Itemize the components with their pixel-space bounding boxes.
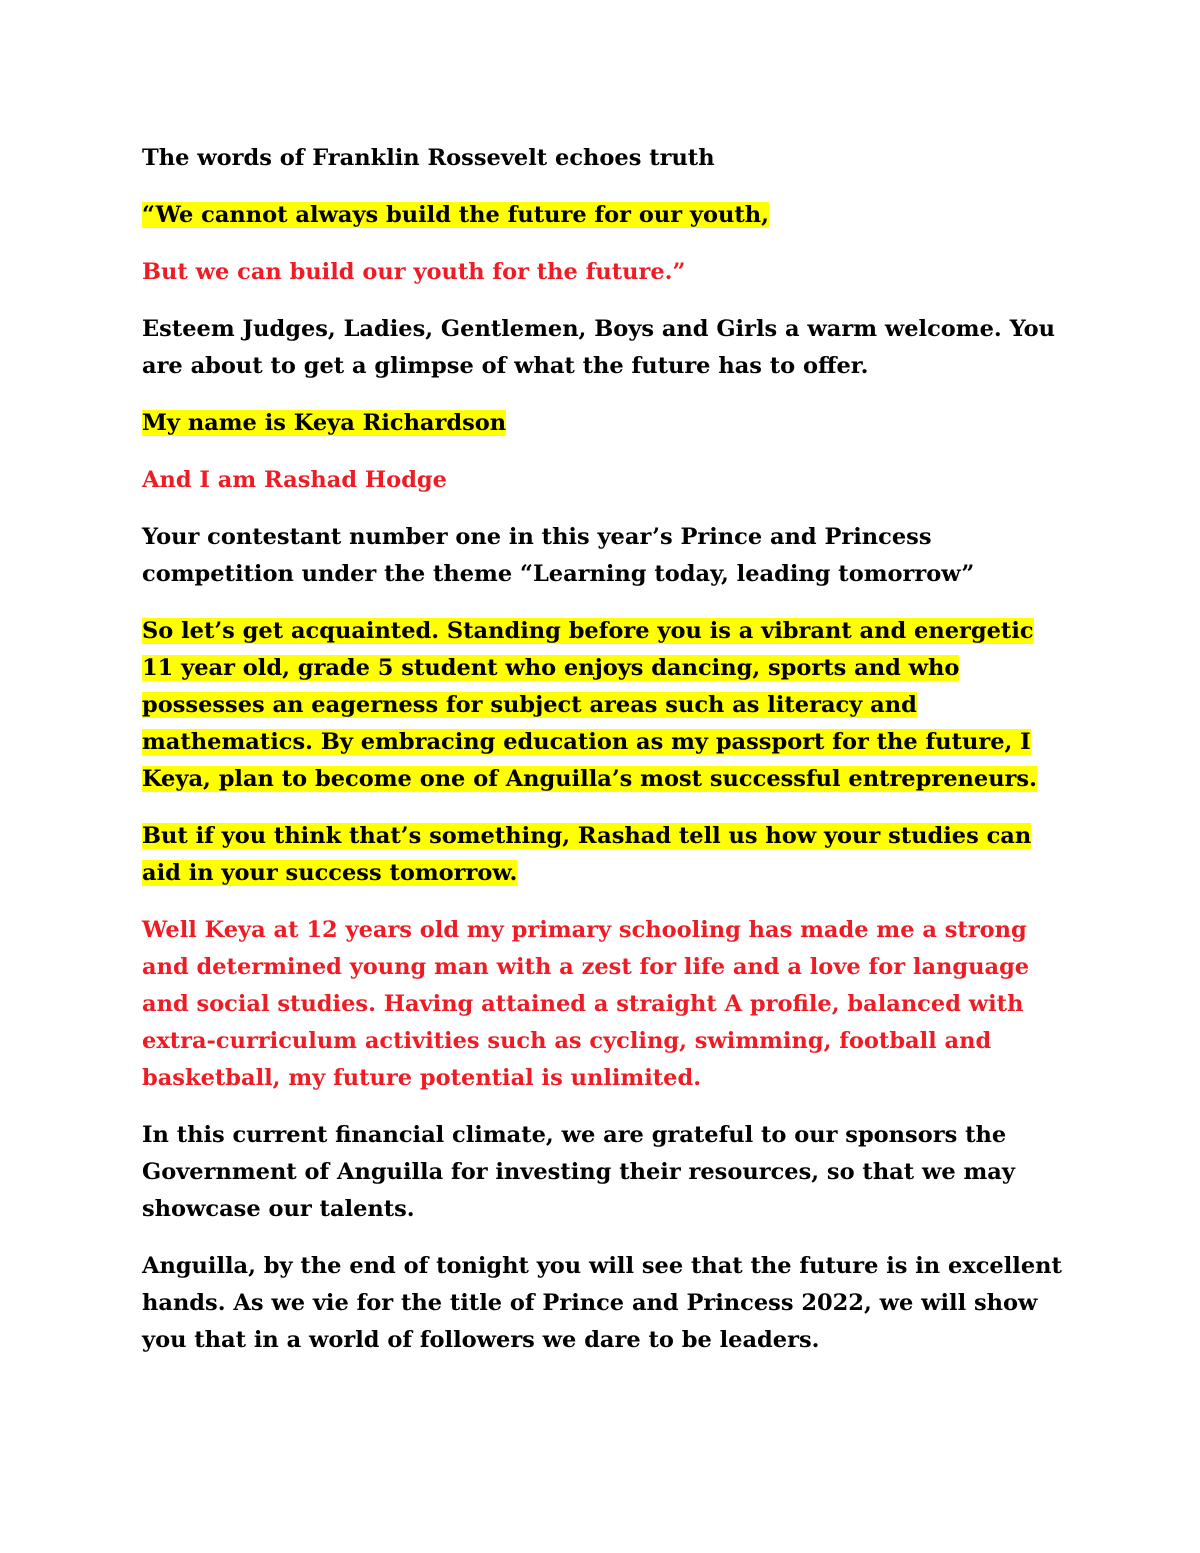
keya-paragraph xyxy=(142,613,1072,798)
contestant-paragraph xyxy=(142,519,1072,593)
highlighted-text: So let’s get acquainted. Standing before you is a vibrant and energetic 11 year old, grade 5 student who enjoys dancing, sports and who possesses an eagerness for subject areas such as literacy and mathematics. By embracing education as my passport for the future, I Keya, plan to become one of Anguilla’s most successful entrepreneurs. xyxy=(142,618,1037,792)
rashad-paragraph xyxy=(142,912,1072,1097)
highlighted-text: “We cannot always build the future for our youth, xyxy=(142,202,769,228)
paragraph-text: Your contestant number one in this year’s Prince and Princess competition under the theme “Learning today, leading tomorrow” xyxy=(142,524,975,587)
document-body xyxy=(142,140,1072,1379)
welcome-paragraph xyxy=(142,311,1072,385)
red-text: Well Keya at 12 years old my primary schooling has made me a strong and determined young man with a zest for life and a love for language and social studies. Having attained a straight A profile, balanced with extra-curriculum activities such as cycling, swimming, football and basketball, my future potential is unlimited. xyxy=(142,917,1030,1091)
paragraph-text: Anguilla, by the end of tonight you will see that the future is in excellent hands. As we vie for the title of Prince and Princess 2022, we will show you that in a world of followers we dare to be leaders. xyxy=(142,1253,1062,1353)
sponsors-paragraph xyxy=(142,1117,1072,1228)
closing-paragraph xyxy=(142,1248,1072,1359)
keya-question-paragraph xyxy=(142,818,1072,892)
keya-intro-line xyxy=(142,405,1072,442)
quote-line-2 xyxy=(142,254,1072,291)
intro-line xyxy=(142,140,1072,177)
paragraph-text: The words of Franklin Rossevelt echoes truth xyxy=(142,145,715,171)
red-text: But we can build our youth for the future.” xyxy=(142,259,686,285)
highlighted-text: My name is Keya Richardson xyxy=(142,410,507,436)
red-text: And I am Rashad Hodge xyxy=(142,467,447,493)
highlighted-text: But if you think that’s something, Rashad tell us how your studies can aid in your success tomorrow. xyxy=(142,823,1032,886)
rashad-intro-line xyxy=(142,462,1072,499)
quote-line-1 xyxy=(142,197,1072,234)
paragraph-text: Esteem Judges, Ladies, Gentlemen, Boys and Girls a warm welcome. You are about to get a glimpse of what the future has to offer. xyxy=(142,316,1056,379)
paragraph-text: In this current financial climate, we are grateful to our sponsors the Government of Anguilla for investing their resources, so that we may showcase our talents. xyxy=(142,1122,1015,1222)
